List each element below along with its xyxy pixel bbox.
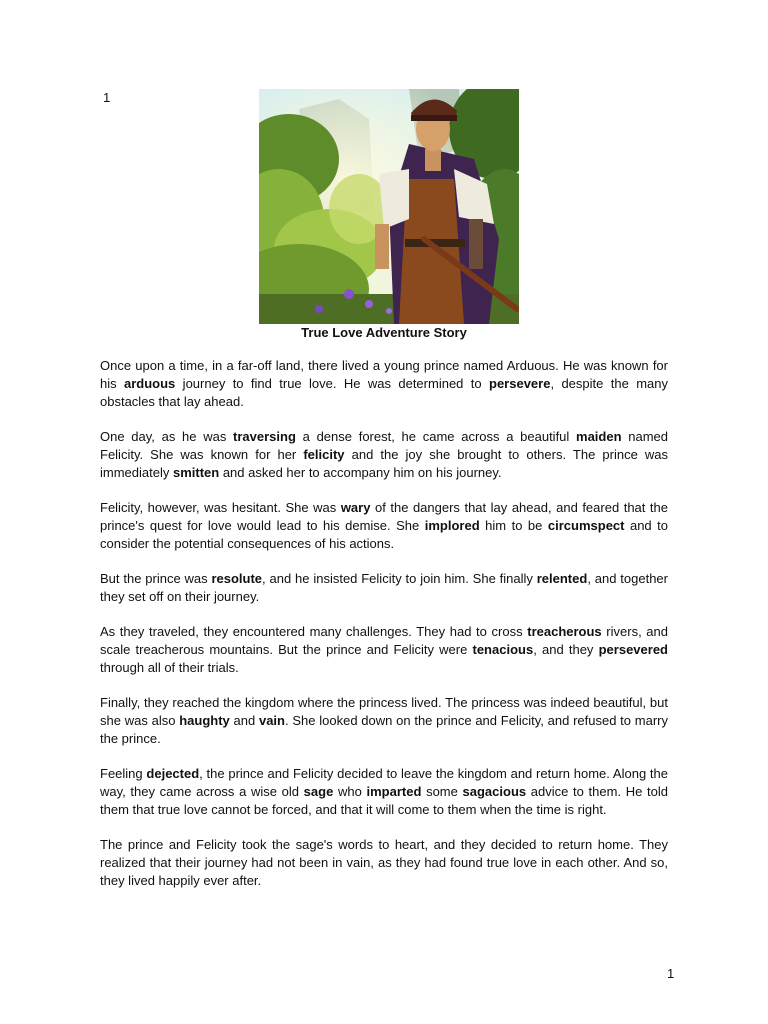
- vocabulary-word: implored: [424, 518, 480, 533]
- story-text-run: , despite the many obstacles that lay ahead.: [100, 376, 668, 409]
- story-text-run: One day, as he was: [100, 429, 234, 444]
- story-text-run: journey to find true love. He was determined to: [175, 376, 489, 391]
- vocabulary-word: persevere: [489, 376, 551, 391]
- story-text-run: Felicity, however, was hesitant. She was: [100, 500, 341, 515]
- story-paragraph: [100, 499, 668, 553]
- story-text-run: The prince and Felicity took the sage's words to heart, and they decided to return home. They realized that their journey had not been in vain, as they had found true love in each other. And so, they lived happily ever after.: [100, 837, 668, 888]
- story-text-run: , and they: [533, 642, 599, 657]
- story-text-run: of the dangers that lay ahead, and feared that the prince's quest for love would lead to his demise. She: [100, 500, 668, 533]
- vocabulary-word: arduous: [124, 376, 176, 391]
- story-text-run: named Felicity. She was known for her: [100, 429, 668, 462]
- vocabulary-word: sagacious: [462, 784, 527, 799]
- story-paragraph: [100, 428, 668, 482]
- story-text-run: through all of their trials.: [100, 660, 239, 675]
- story-text-run: him to be: [479, 518, 548, 533]
- story-paragraph: [100, 623, 668, 677]
- vocabulary-word: sage: [303, 784, 334, 799]
- story-text-run: . She looked down on the prince and Felicity, and refused to marry the prince.: [100, 713, 668, 746]
- story-text-run: Once upon a time, in a far-off land, there lived a young prince named Arduous. He was known for his: [100, 358, 668, 391]
- story-text-run: and asked her to accompany him on his journey.: [219, 465, 502, 480]
- story-text-run: , the prince and Felicity decided to leave the kingdom and return home. Along the way, they came across a wise old: [100, 766, 668, 799]
- illustration-caption: True Love Adventure Story: [301, 325, 467, 340]
- vocabulary-word: felicity: [303, 447, 345, 462]
- story-text-run: who: [333, 784, 367, 799]
- vocabulary-word: haughty: [179, 713, 230, 728]
- vocabulary-word: traversing: [233, 429, 296, 444]
- story-text-run: and the joy she brought to others. The prince was immediately: [100, 447, 668, 480]
- vocabulary-word: maiden: [576, 429, 622, 444]
- story-text-run: rivers, and scale treacherous mountains. But the prince and Felicity were: [100, 624, 668, 657]
- story-paragraph: [100, 836, 668, 890]
- story-text-run: Feeling: [100, 766, 147, 781]
- story-text-run: As they traveled, they encountered many challenges. They had to cross: [100, 624, 528, 639]
- story-paragraph: [100, 357, 668, 411]
- story-text-run: But the prince was: [100, 571, 212, 586]
- story-paragraph: [100, 694, 668, 748]
- story-text: [100, 357, 668, 907]
- story-text-run: and to consider the potential consequences of his actions.: [100, 518, 668, 551]
- vocabulary-word: resolute: [211, 571, 263, 586]
- vocabulary-word: smitten: [172, 465, 220, 480]
- page-number-bottom: 1: [667, 966, 675, 981]
- story-paragraph: [100, 765, 668, 819]
- story-text-run: , and he insisted Felicity to join him. She finally: [262, 571, 537, 586]
- vocabulary-word: treacherous: [527, 624, 602, 639]
- page-number-top: 1: [103, 90, 111, 105]
- story-illustration: [259, 89, 519, 324]
- vocabulary-word: wary: [340, 500, 371, 515]
- vocabulary-word: relented: [536, 571, 588, 586]
- vocabulary-word: persevered: [598, 642, 668, 657]
- vocabulary-word: tenacious: [472, 642, 534, 657]
- vocabulary-word: imparted: [366, 784, 422, 799]
- story-text-run: advice to them. He told them that true love cannot be forced, and that it will come to them when the time is right.: [100, 784, 668, 817]
- story-paragraph: [100, 570, 668, 606]
- story-text-run: , and together they set off on their journey.: [100, 571, 668, 604]
- story-text-run: some: [421, 784, 463, 799]
- vocabulary-word: dejected: [146, 766, 200, 781]
- story-text-run: a dense forest, he came across a beautiful: [295, 429, 577, 444]
- story-text-run: Finally, they reached the kingdom where the princess lived. The princess was indeed beautiful, but she was also: [100, 695, 668, 728]
- vocabulary-word: circumspect: [547, 518, 625, 533]
- story-text-run: and: [229, 713, 259, 728]
- vocabulary-word: vain: [258, 713, 285, 728]
